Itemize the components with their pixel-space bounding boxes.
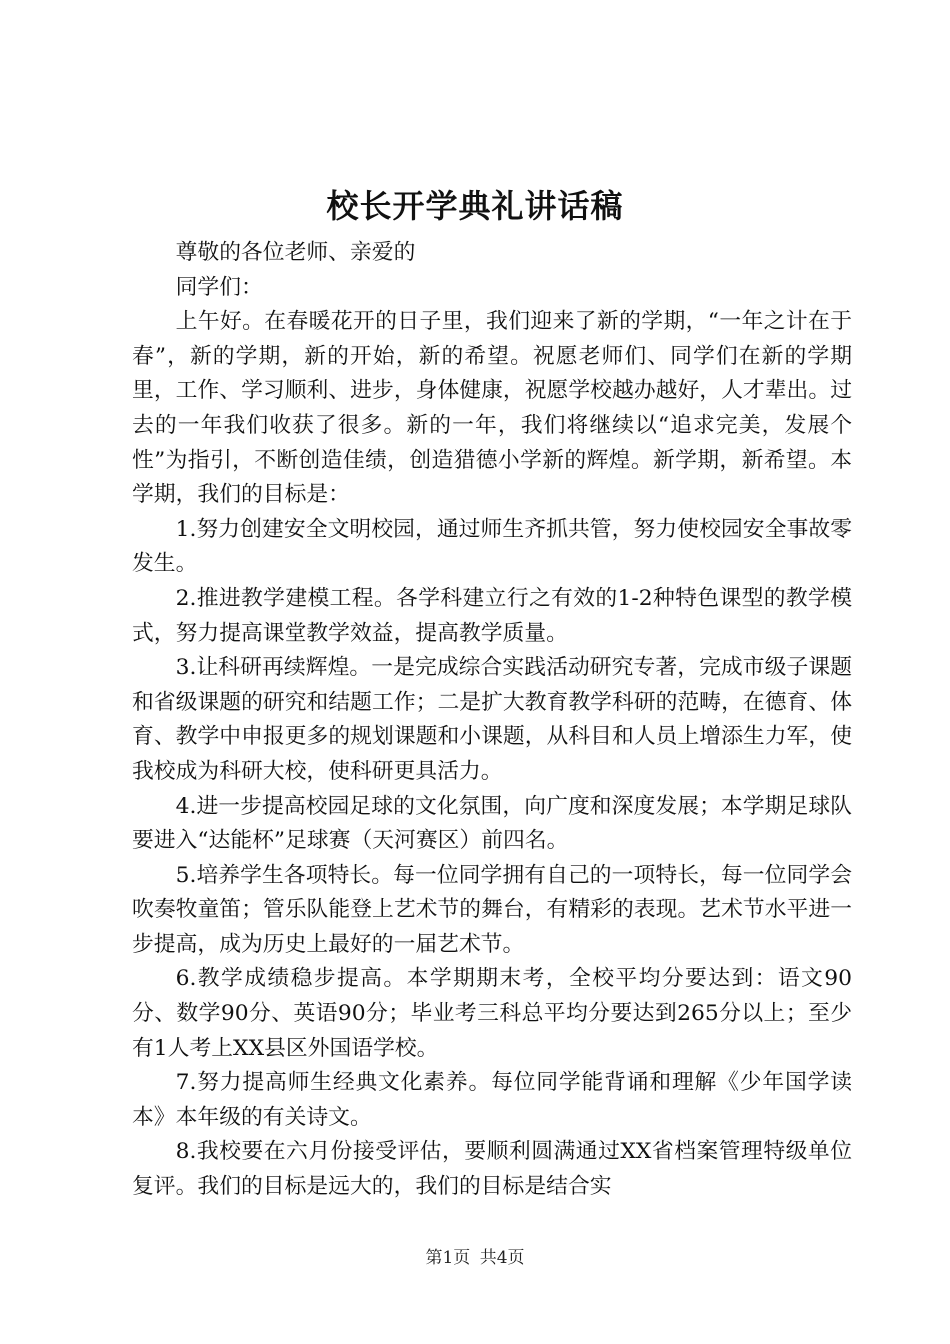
paragraph-goal-1: 1.努力创建安全文明校园，通过师生齐抓共管，努力使校园安全事故零发生。 bbox=[132, 516, 852, 577]
salutation-line-1: 尊敬的各位老师、亲爱的 bbox=[175, 240, 416, 265]
paragraph-goal-3: 3.让科研再续辉煌。一是完成综合实践活动研究专著，完成市级子课题和省级课题的研究和结题工作；二是扩大教育教学科研的范畴，在德育、体育、教学中申报更多的规划课题和小课题，从科目和人员上增添生力军，使我校成为科研大校，使科研更具活力。 bbox=[132, 655, 852, 784]
paragraph-goal-5: 5.培养学生各项特长。每一位同学拥有自己的一项特长，每一位同学会吹奏牧童笛；管乐队能登上艺术节的舞台，有精彩的表现。艺术节水平进一步提高，成为历史上最好的一届艺术节。 bbox=[132, 862, 852, 957]
paragraph-greeting: 上午好。在春暖花开的日子里，我们迎来了新的学期，“一年之计在于春”，新的学期，新的开始，新的希望。祝愿老师们、同学们在新的学期里，工作、学习顺利、进步，身体健康，祝愿学校越办越好，人才辈出。过去的一年我们收获了很多。新的一年，我们将继续以“追求完美，发展个性”为指引，不断创造佳绩，创造猎德小学新的辉煌。新学期，新希望。本学期，我们的目标是： bbox=[132, 309, 852, 508]
paragraph-goal-7: 7.努力提高师生经典文化素养。每位同学能背诵和理解《少年国学读本》本年级的有关诗文。 bbox=[132, 1070, 852, 1130]
page-number: 第1页 bbox=[425, 1248, 471, 1268]
paragraph-goal-6: 6.教学成绩稳步提高。本学期期末考，全校平均分要达到：语文90分、数学90分、英语90分；毕业考三科总平均分要达到265分以上；至少有1人考上XX县区外国语学校。 bbox=[132, 966, 852, 1061]
paragraph-goal-4: 4.进一步提高校园足球的文化氛围，向广度和深度发展；本学期足球队要进入“达能杯”足球赛（天河赛区）前四名。 bbox=[132, 793, 852, 854]
paragraph-goal-2: 2.推进教学建模工程。各学科建立行之有效的1-2种特色课型的教学模式，努力提高课堂教学效益，提高教学质量。 bbox=[132, 585, 852, 646]
salutation-line-2: 同学们： bbox=[175, 274, 263, 300]
document-body bbox=[132, 236, 852, 1205]
paragraph-goal-8: 8.我校要在六月份接受评估，要顺利圆满通过XX省档案管理特级单位复评。我们的目标是远大的，我们的目标是结合实 bbox=[132, 1139, 852, 1200]
page-total: 共4页 bbox=[479, 1248, 525, 1268]
document-title: 校长开学典礼讲话稿 bbox=[326, 187, 624, 225]
page-footer bbox=[0, 1246, 950, 1270]
